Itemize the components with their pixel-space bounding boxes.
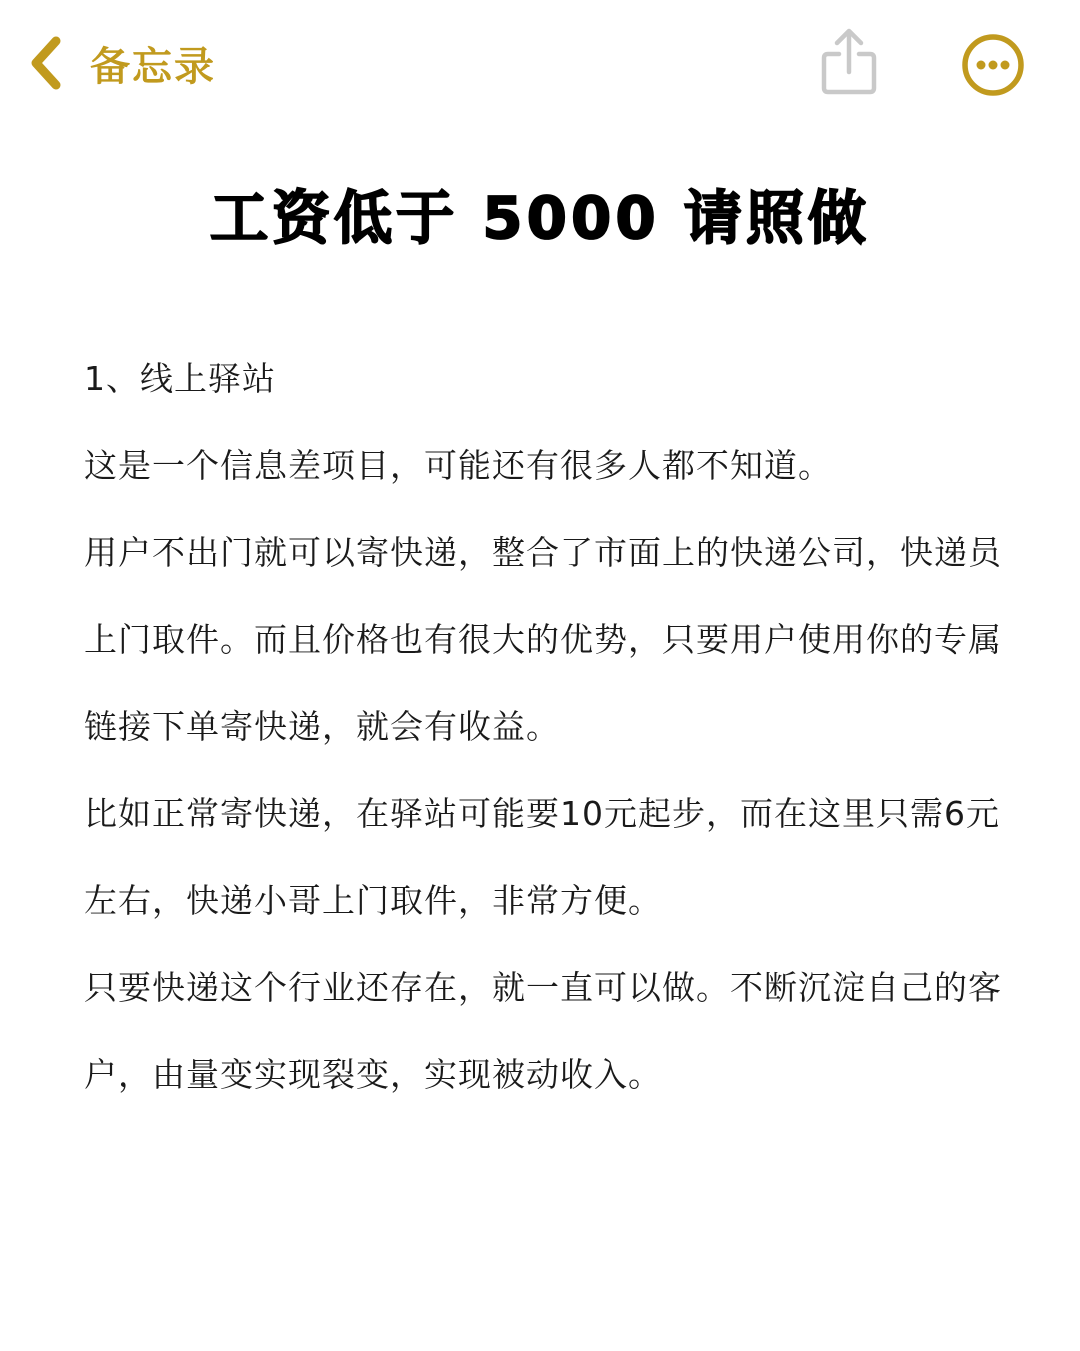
note-body[interactable]	[84, 335, 1004, 1118]
note-paragraph: 这是一个信息差项目，可能还有很多人都不知道。	[84, 446, 832, 485]
chevron-left-icon	[28, 35, 64, 91]
note-paragraph: 比如正常寄快递，在驿站可能要10元起步，而在这里只需6元左右，快递小哥上门取件，非常方便。	[84, 794, 1000, 920]
share-button[interactable]	[818, 26, 880, 98]
navigation-bar	[0, 0, 1080, 130]
note-title: 工资低于 5000 请照做	[210, 184, 870, 252]
note-paragraph: 只要快递这个行业还存在，就一直可以做。不断沉淀自己的客户，由量变实现裂变，实现被动收入。	[84, 968, 1002, 1094]
back-button[interactable]	[28, 30, 216, 96]
more-options-button[interactable]	[960, 32, 1026, 98]
share-icon	[818, 26, 880, 98]
back-label: 备忘录	[90, 43, 216, 90]
note-paragraph: 用户不出门就可以寄快递，整合了市面上的快递公司，快递员上门取件。而且价格也有很大的优势，只要用户使用你的专属链接下单寄快递，就会有收益。	[84, 533, 1002, 746]
note-heading-item: 1、线上驿站	[84, 359, 276, 398]
ellipsis-circle-icon	[960, 32, 1026, 98]
